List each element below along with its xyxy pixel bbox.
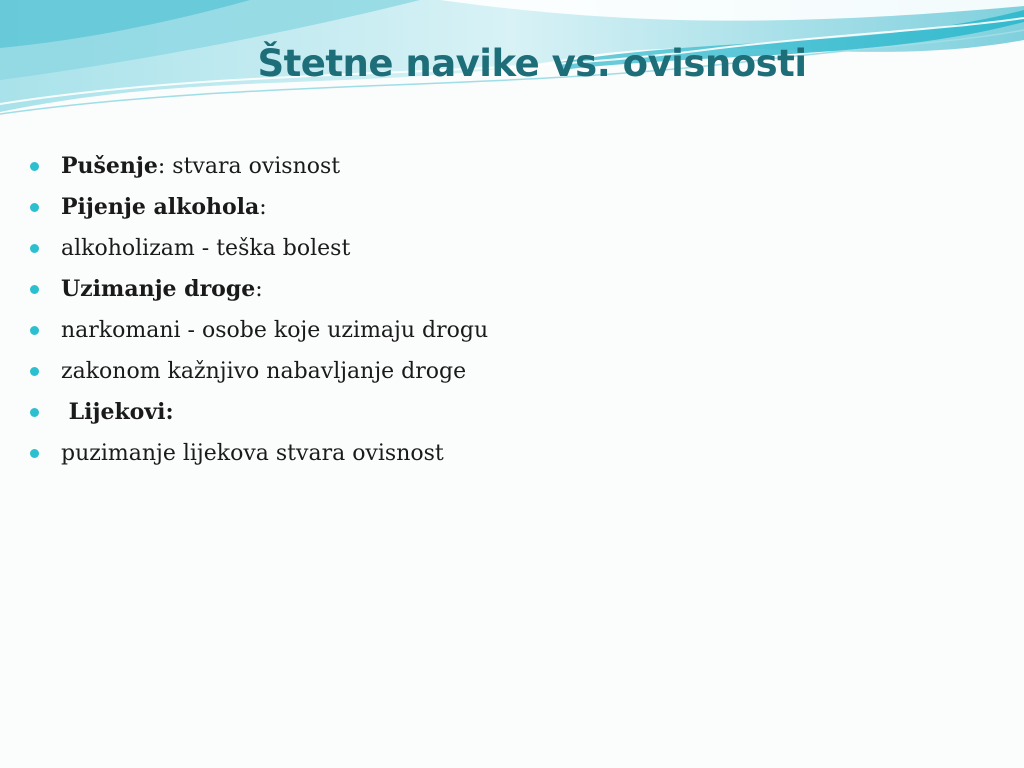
list-item — [30, 392, 488, 433]
bullet-dot-icon — [30, 449, 39, 458]
item-bold: Uzimanje droge — [61, 276, 256, 302]
list-item — [30, 433, 488, 474]
list-item — [30, 146, 488, 187]
item-text: zakonom kažnjivo nabavljanje droge — [61, 359, 467, 384]
item-bold: Pijenje alkohola — [61, 194, 260, 220]
slide-title: Štetne navike vs. ovisnosti — [257, 42, 807, 85]
bullet-dot-icon — [30, 408, 39, 417]
item-bold: Lijekovi: — [61, 399, 174, 425]
list-item — [30, 269, 488, 310]
bullet-dot-icon — [30, 203, 39, 212]
item-text: puzimanje lijekova stvara ovisnost — [61, 441, 444, 466]
list-item — [30, 228, 488, 269]
list-item — [30, 187, 488, 228]
list-item — [30, 310, 488, 351]
bullet-dot-icon — [30, 162, 39, 171]
item-text: : — [255, 277, 263, 302]
list-item — [30, 351, 488, 392]
item-text: : — [259, 195, 267, 220]
item-text: alkoholizam - teška bolest — [61, 236, 351, 261]
item-text: narkomani - osobe koje uzimaju drogu — [61, 318, 489, 343]
bullet-dot-icon — [30, 244, 39, 253]
item-text: : stvara ovisnost — [157, 154, 341, 179]
item-bold: Pušenje — [61, 153, 158, 179]
bullet-list — [30, 146, 488, 474]
bullet-dot-icon — [30, 367, 39, 376]
bullet-dot-icon — [30, 285, 39, 294]
bullet-dot-icon — [30, 326, 39, 335]
